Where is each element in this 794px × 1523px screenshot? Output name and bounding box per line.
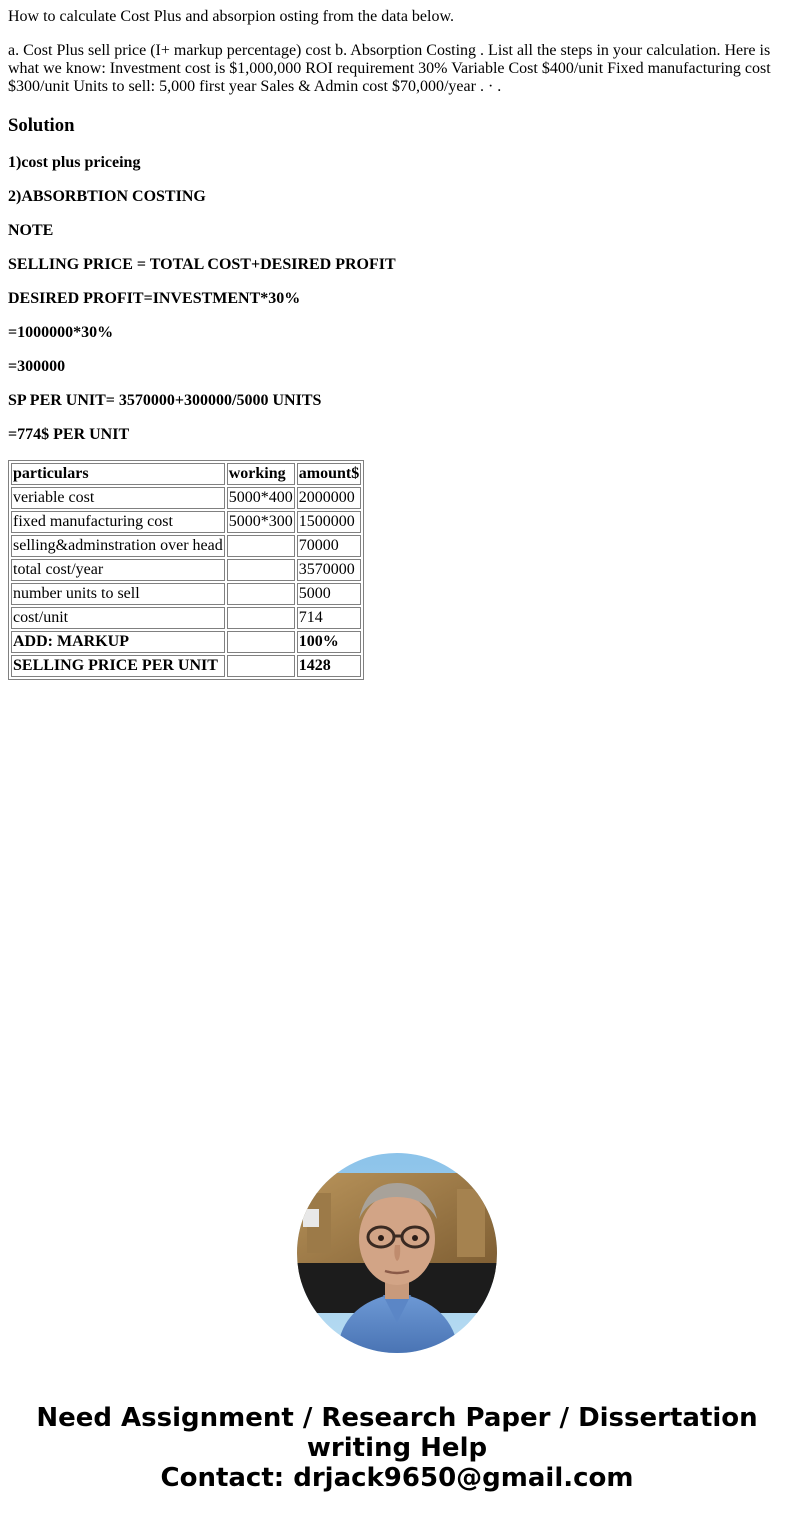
cell-amount: 100%	[297, 631, 361, 653]
promo-line: Need Assignment / Research Paper / Dissertation	[36, 1403, 758, 1433]
document-body	[8, 0, 786, 680]
cell-working	[227, 631, 295, 653]
solution-step: =300000	[8, 358, 66, 375]
table-row	[11, 583, 361, 605]
author-photo	[297, 1153, 497, 1353]
table-row	[11, 655, 361, 677]
cell-amount: 1428	[297, 655, 361, 677]
cell-working	[227, 607, 295, 629]
solution-step: NOTE	[8, 222, 54, 239]
cell-particular: SELLING PRICE PER UNIT	[11, 655, 225, 677]
question-details: a. Cost Plus sell price (I+ markup percentage) cost b. Absorption Costing . List all the steps in your calculation. Here is what we know: Investment cost is $1,000,000 ROI requirement 30% Variable Cost $400/unit Fixed manufacturing cost $300/unit Units to sell: 5,000 first year Sales & Admin cost $70,000/year . · .	[8, 42, 771, 95]
cell-amount: 1500000	[297, 511, 361, 533]
table-row	[11, 607, 361, 629]
cell-particular: veriable cost	[11, 487, 225, 509]
solution-heading: Solution	[8, 115, 75, 136]
contact-line: Contact: drjack9650@gmail.com	[160, 1463, 634, 1493]
column-header-working: working	[227, 463, 295, 485]
question-title: How to calculate Cost Plus and absorpion osting from the data below.	[8, 8, 454, 25]
cell-amount: 5000	[297, 583, 361, 605]
calculation-table	[8, 460, 364, 680]
promo-footer	[0, 1403, 794, 1493]
table-row	[11, 487, 361, 509]
cell-working	[227, 559, 295, 581]
promo-line: writing Help	[306, 1433, 488, 1463]
solution-step: =1000000*30%	[8, 324, 114, 341]
solution-step: 2)ABSORBTION COSTING	[8, 188, 206, 205]
solution-step: DESIRED PROFIT=INVESTMENT*30%	[8, 290, 301, 307]
cell-amount: 714	[297, 607, 361, 629]
cell-particular: number units to sell	[11, 583, 225, 605]
table-row	[11, 559, 361, 581]
cell-working: 5000*400	[227, 487, 295, 509]
table-row	[11, 535, 361, 557]
cell-particular: fixed manufacturing cost	[11, 511, 225, 533]
cell-amount: 3570000	[297, 559, 361, 581]
table-row	[11, 511, 361, 533]
column-header-particulars: particulars	[11, 463, 225, 485]
cell-working	[227, 535, 295, 557]
cell-working: 5000*300	[227, 511, 295, 533]
cell-amount: 70000	[297, 535, 361, 557]
solution-step: SELLING PRICE = TOTAL COST+DESIRED PROFIT	[8, 256, 396, 273]
solution-step: SP PER UNIT= 3570000+300000/5000 UNITS	[8, 392, 322, 409]
cell-working	[227, 655, 295, 677]
solution-step: =774$ PER UNIT	[8, 426, 130, 443]
cell-amount: 2000000	[297, 487, 361, 509]
column-header-amount: amount$	[297, 463, 361, 485]
cell-particular: total cost/year	[11, 559, 225, 581]
author-avatar	[297, 1153, 497, 1353]
table-row	[11, 631, 361, 653]
cell-particular: selling&adminstration over head	[11, 535, 225, 557]
cell-particular: ADD: MARKUP	[11, 631, 225, 653]
table-header-row	[11, 463, 361, 485]
cell-working	[227, 583, 295, 605]
cell-particular: cost/unit	[11, 607, 225, 629]
solution-step: 1)cost plus priceing	[8, 154, 141, 171]
